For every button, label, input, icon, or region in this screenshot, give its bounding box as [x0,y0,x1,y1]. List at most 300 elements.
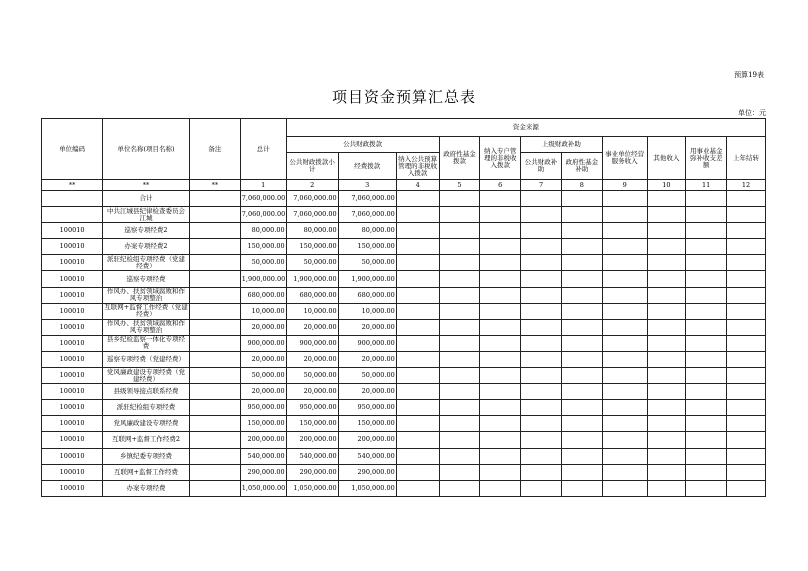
cell-empty [480,480,521,496]
cell-empty [396,335,439,351]
cell-empty [521,303,562,319]
cell-unit-name: 县乡纪检监察一体化专项经费 [103,335,190,351]
cell-unit-name: 党风廉政建设专项经费（党建经费） [103,368,190,384]
cell-unit-code [42,207,103,223]
cell-empty [561,400,602,416]
cell-empty [439,448,480,464]
cell-empty [396,416,439,432]
cell-empty [561,416,602,432]
cell-public-subtotal: 50,000.00 [286,255,338,271]
cell-empty [480,319,521,335]
cell-remark [189,448,240,464]
cell-unit-code: 100010 [42,335,103,351]
cell-empty [396,287,439,303]
cell-empty [727,368,766,384]
cell-total: 150,000.00 [240,239,286,255]
cell-public-subtotal: 150,000.00 [286,416,338,432]
cell-public-subtotal: 7,060,000.00 [286,207,338,223]
cell-total: 20,000.00 [240,319,286,335]
cell-empty [561,335,602,351]
cell-remark [189,255,240,271]
header-public-finance: 公共财政拨款 [286,137,439,153]
cell-remark [189,191,240,207]
cell-empty [647,223,686,239]
cell-empty [686,239,727,255]
cell-empty [521,335,562,351]
cell-empty [561,287,602,303]
cell-empty [686,368,727,384]
cell-operating: 10,000.00 [338,303,396,319]
cell-empty [521,239,562,255]
index-cell: ** [42,180,103,191]
cell-empty [647,335,686,351]
cell-empty [396,448,439,464]
cell-unit-name: 合计 [103,191,190,207]
cell-empty [521,480,562,496]
header-unit-code: 单位编码 [42,119,103,180]
cell-public-subtotal: 1,050,000.00 [286,480,338,496]
cell-empty [647,416,686,432]
cell-public-subtotal: 200,000.00 [286,432,338,448]
cell-operating: 7,060,000.00 [338,207,396,223]
cell-unit-name: 办案专项经费2 [103,239,190,255]
cell-empty [727,384,766,400]
cell-empty [521,223,562,239]
cell-empty [602,384,647,400]
cell-unit-name: 互联网+监督工作经费2 [103,432,190,448]
cell-empty [396,255,439,271]
index-cell: 10 [647,180,686,191]
cell-empty [521,400,562,416]
cell-empty [686,351,727,367]
cell-empty [686,271,727,287]
cell-empty [521,351,562,367]
index-cell: 9 [602,180,647,191]
cell-total: 900,000.00 [240,335,286,351]
cell-unit-code: 100010 [42,239,103,255]
cell-remark [189,351,240,367]
cell-operating: 20,000.00 [338,319,396,335]
cell-remark [189,303,240,319]
cell-empty [396,400,439,416]
cell-empty [602,448,647,464]
cell-empty [480,255,521,271]
cell-operating: 7,060,000.00 [338,191,396,207]
table-row [42,384,766,400]
cell-empty [647,191,686,207]
cell-empty [602,207,647,223]
cell-empty [561,368,602,384]
cell-empty [602,480,647,496]
cell-empty [602,287,647,303]
table-row [42,303,766,319]
table-row [42,368,766,384]
cell-empty [439,400,480,416]
header-special-nontax: 纳入专户管理的非税收入拨款 [480,137,521,180]
index-cell: 11 [686,180,727,191]
cell-empty [727,480,766,496]
cell-empty [439,368,480,384]
table-row [42,464,766,480]
cell-empty [439,287,480,303]
cell-empty [686,191,727,207]
cell-operating: 950,000.00 [338,400,396,416]
cell-unit-code: 100010 [42,303,103,319]
cell-empty [727,335,766,351]
index-row [42,180,766,191]
cell-empty [396,464,439,480]
cell-empty [439,207,480,223]
cell-empty [647,464,686,480]
cell-empty [521,416,562,432]
cell-total: 7,060,000.00 [240,191,286,207]
cell-empty [602,255,647,271]
cell-empty [396,303,439,319]
cell-empty [439,239,480,255]
cell-empty [396,207,439,223]
header-other-income: 其他收入 [647,137,686,180]
cell-public-subtotal: 80,000.00 [286,223,338,239]
cell-remark [189,335,240,351]
cell-remark [189,271,240,287]
cell-empty [480,239,521,255]
cell-empty [439,303,480,319]
form-code: 预算19表 [734,71,764,79]
cell-empty [396,351,439,367]
table-row [42,400,766,416]
cell-empty [561,432,602,448]
cell-empty [521,432,562,448]
cell-empty [602,271,647,287]
index-cell: 2 [286,180,338,191]
cell-unit-code: 100010 [42,351,103,367]
cell-empty [727,416,766,432]
cell-empty [480,432,521,448]
cell-empty [396,223,439,239]
cell-empty [396,239,439,255]
cell-unit-name: 巡察专项经费 [103,271,190,287]
cell-remark [189,319,240,335]
cell-empty [686,319,727,335]
cell-unit-code: 100010 [42,384,103,400]
cell-empty [647,432,686,448]
cell-empty [727,432,766,448]
cell-unit-name: 互联网+监督工作经费（党建经费） [104,303,188,319]
cell-remark [189,368,240,384]
cell-operating: 50,000.00 [338,368,396,384]
cell-unit-name: 办案专项经费 [103,480,190,496]
cell-empty [686,287,727,303]
cell-empty [480,287,521,303]
cell-empty [727,287,766,303]
cell-unit-code: 100010 [42,416,103,432]
cell-empty [480,368,521,384]
cell-empty [480,223,521,239]
cell-empty [602,368,647,384]
cell-public-subtotal: 950,000.00 [286,400,338,416]
cell-empty [686,207,727,223]
cell-empty [602,464,647,480]
cell-empty [602,223,647,239]
cell-empty [439,432,480,448]
cell-empty [480,351,521,367]
cell-empty [602,351,647,367]
cell-empty [439,255,480,271]
cell-empty [439,271,480,287]
cell-unit-code: 100010 [42,271,103,287]
table-row [42,207,766,223]
cell-empty [727,255,766,271]
cell-empty [396,432,439,448]
cell-total: 20,000.00 [240,351,286,367]
cell-empty [647,287,686,303]
cell-empty [480,303,521,319]
cell-operating: 150,000.00 [338,416,396,432]
cell-remark [189,464,240,480]
cell-empty [521,207,562,223]
index-cell: 6 [480,180,521,191]
cell-empty [727,207,766,223]
cell-empty [521,448,562,464]
cell-remark [189,287,240,303]
cell-empty [602,303,647,319]
cell-empty [480,271,521,287]
cell-empty [602,191,647,207]
cell-operating: 80,000.00 [338,223,396,239]
cell-empty [521,255,562,271]
cell-empty [439,223,480,239]
cell-public-subtotal: 290,000.00 [286,464,338,480]
budget-table [41,118,766,497]
cell-unit-name: 互联网+监督工作经费 [103,464,190,480]
cell-empty [480,416,521,432]
index-cell: 8 [561,180,602,191]
cell-empty [561,271,602,287]
index-cell: 3 [338,180,396,191]
cell-public-subtotal: 1,900,000.00 [286,271,338,287]
cell-empty [686,448,727,464]
cell-empty [686,400,727,416]
cell-empty [647,480,686,496]
cell-empty [521,384,562,400]
cell-operating: 150,000.00 [338,239,396,255]
cell-empty [480,191,521,207]
cell-operating: 680,000.00 [338,287,396,303]
cell-empty [727,319,766,335]
cell-unit-name: 乡镇纪委专项经费 [103,448,190,464]
cell-operating: 200,000.00 [338,432,396,448]
cell-remark [189,207,240,223]
cell-empty [727,271,766,287]
cell-empty [439,464,480,480]
cell-empty [602,416,647,432]
cell-empty [602,432,647,448]
cell-empty [727,239,766,255]
cell-total: 7,060,000.00 [240,207,286,223]
cell-remark [189,223,240,239]
cell-total: 50,000.00 [240,368,286,384]
cell-empty [480,448,521,464]
cell-empty [521,271,562,287]
cell-empty [561,191,602,207]
cell-total: 80,000.00 [240,223,286,239]
cell-public-subtotal: 50,000.00 [286,368,338,384]
table-row [42,239,766,255]
table-row [42,351,766,367]
cell-operating: 50,000.00 [338,255,396,271]
table-row [42,319,766,335]
cell-unit-code [42,191,103,207]
table-row [42,448,766,464]
cell-unit-name: 作风办、扶贫领域腐败和作风专项整治 [103,287,190,303]
cell-unit-code: 100010 [42,255,103,271]
cell-empty [686,303,727,319]
cell-total: 50,000.00 [240,255,286,271]
cell-total: 20,000.00 [240,384,286,400]
cell-unit-name: 中共江城县纪律检查委员会江城 [103,207,190,223]
cell-empty [647,448,686,464]
header-gov-fund: 政府性基金拨款 [439,137,480,180]
cell-unit-name: 作风办、扶贫领域腐败和作风专项整治 [103,319,190,335]
cell-empty [561,207,602,223]
cell-empty [396,191,439,207]
cell-empty [396,271,439,287]
cell-empty [647,351,686,367]
cell-unit-code: 100010 [42,400,103,416]
cell-empty [561,239,602,255]
cell-empty [439,416,480,432]
page-title: 项目资金预算汇总表 [331,88,476,106]
header-reserve-fund: 用事业基金弥补收支差额 [686,137,727,180]
cell-empty [439,191,480,207]
cell-unit-name: 县级领导接点联系经费 [103,384,190,400]
cell-empty [727,351,766,367]
cell-empty [647,255,686,271]
cell-empty [480,335,521,351]
cell-empty [602,239,647,255]
cell-empty [480,207,521,223]
cell-total: 150,000.00 [240,416,286,432]
cell-empty [686,384,727,400]
index-cell: 1 [240,180,286,191]
cell-empty [727,464,766,480]
cell-total: 950,000.00 [240,400,286,416]
cell-empty [647,303,686,319]
cell-operating: 540,000.00 [338,448,396,464]
header-total: 总计 [240,119,286,180]
cell-empty [521,319,562,335]
table-row [42,480,766,496]
cell-remark [189,384,240,400]
header-carryover: 上年结转 [727,137,766,180]
cell-empty [647,207,686,223]
cell-empty [561,448,602,464]
cell-empty [686,335,727,351]
cell-empty [686,223,727,239]
cell-total: 680,000.00 [240,287,286,303]
index-cell: 12 [727,180,766,191]
cell-empty [561,384,602,400]
cell-unit-code: 100010 [42,464,103,480]
cell-empty [521,287,562,303]
cell-unit-code: 100010 [42,480,103,496]
unit-label: 单位：元 [738,109,766,117]
cell-total: 540,000.00 [240,448,286,464]
cell-unit-name: 党风廉政建设专项经费 [103,416,190,432]
cell-empty [480,384,521,400]
cell-empty [439,480,480,496]
cell-empty [686,255,727,271]
cell-empty [521,464,562,480]
cell-empty [602,400,647,416]
cell-remark [189,480,240,496]
cell-unit-name: 派驻纪检组专项经费（党建经费） [103,255,190,271]
cell-empty [647,384,686,400]
index-cell: ** [103,180,190,191]
cell-empty [602,335,647,351]
cell-public-subtotal: 540,000.00 [286,448,338,464]
cell-total: 290,000.00 [240,464,286,480]
table-row [42,223,766,239]
cell-public-subtotal: 10,000.00 [286,303,338,319]
cell-empty [686,416,727,432]
cell-empty [521,368,562,384]
cell-empty [647,271,686,287]
cell-empty [561,223,602,239]
cell-unit-code: 100010 [42,368,103,384]
header-remark: 备注 [189,119,240,180]
cell-empty [396,368,439,384]
cell-empty [439,335,480,351]
index-cell: 5 [439,180,480,191]
header-sup-public: 公共财政补助 [521,153,562,180]
cell-unit-code: 100010 [42,432,103,448]
cell-empty [727,191,766,207]
cell-empty [439,319,480,335]
cell-empty [647,400,686,416]
cell-unit-name: 巡察专项经费（党建经费） [103,351,190,367]
cell-empty [686,480,727,496]
cell-empty [647,319,686,335]
cell-public-subtotal: 20,000.00 [286,384,338,400]
cell-empty [686,432,727,448]
cell-empty [396,384,439,400]
cell-public-subtotal: 7,060,000.00 [286,191,338,207]
cell-remark [189,239,240,255]
cell-empty [521,191,562,207]
table-row [42,416,766,432]
cell-empty [480,464,521,480]
cell-public-subtotal: 150,000.00 [286,239,338,255]
cell-empty [439,351,480,367]
cell-total: 1,050,000.00 [240,480,286,496]
header-operating: 经费拨款 [338,153,396,180]
cell-remark [189,432,240,448]
cell-empty [561,319,602,335]
table-row [42,191,766,207]
header-sup-gov-fund: 政府性基金补助 [561,153,602,180]
cell-public-subtotal: 20,000.00 [286,351,338,367]
cell-empty [561,255,602,271]
index-cell: 7 [521,180,562,191]
cell-total: 10,000.00 [240,303,286,319]
cell-empty [602,319,647,335]
cell-empty [439,384,480,400]
table-row [42,335,766,351]
cell-public-subtotal: 900,000.00 [286,335,338,351]
cell-empty [727,448,766,464]
cell-operating: 1,900,000.00 [338,271,396,287]
